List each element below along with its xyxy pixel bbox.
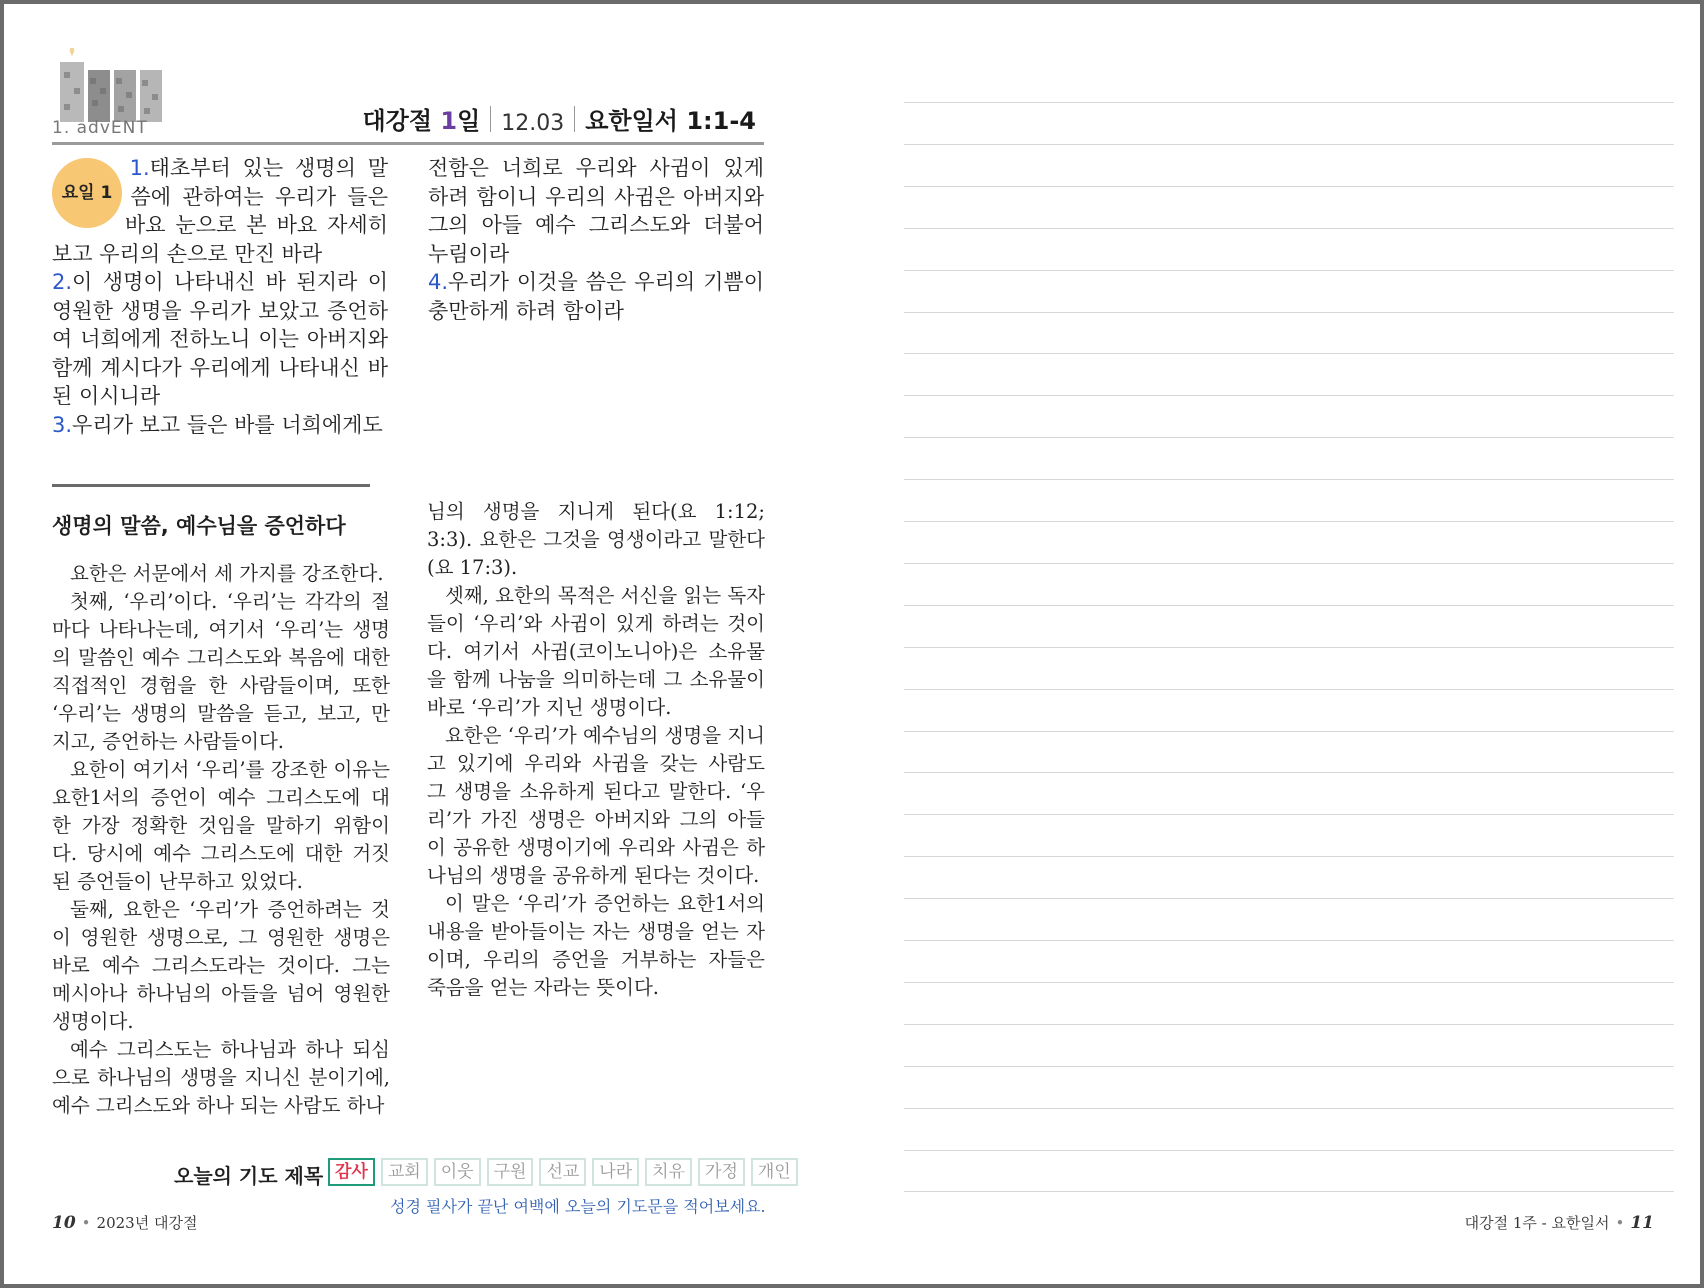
writing-line — [904, 1108, 1674, 1109]
writing-line — [904, 856, 1674, 857]
writing-line — [904, 312, 1674, 313]
footer-left: 10 • 2023년 대강절 — [52, 1213, 198, 1233]
writing-line — [904, 982, 1674, 983]
topic-personal[interactable]: 개인 — [751, 1158, 798, 1186]
footer-left-text: 2023년 대강절 — [96, 1214, 198, 1232]
writing-line — [904, 102, 1674, 103]
advent-day: 대강절 1일 — [362, 107, 481, 135]
writing-line — [904, 270, 1674, 271]
writing-line — [904, 521, 1674, 522]
topic-salvation[interactable]: 구원 — [487, 1158, 534, 1186]
prayer-hint: 성경 필사가 끝난 여백에 오늘의 기도문을 적어보세요. — [390, 1197, 766, 1216]
writing-line — [904, 228, 1674, 229]
commentary-paragraph: 첫째, ‘우리’이다. ‘우리’는 각각의 절마다 나타나는데, 여기서 ‘우리’는 생명의 말씀인 예수 그리스도와 복음에 대한 직접적인 경험을 한 사람들이며, 또한 ‘우리’는 생명의 말씀을 듣고, 보고, 만지고, 증언하는 사람들이다. — [52, 590, 390, 753]
footer-right-text: 대강절 1주 - 요한일서 — [1464, 1214, 1610, 1232]
prayer-topics-label: 오늘의 기도 제목 — [174, 1164, 324, 1188]
writing-line — [904, 353, 1674, 354]
writing-line — [904, 940, 1674, 941]
day-number: 1 — [440, 107, 458, 135]
header-rule — [52, 142, 764, 145]
verse-4: 4.우리가 이것을 씀은 우리의 기쁨이 충만하게 하려 함이라 — [428, 270, 764, 323]
writing-line — [904, 814, 1674, 815]
verse-3-continued: 전함은 너희로 우리와 사귐이 있게 하려 함이니 우리의 사귐은 아버지와 그의 아들 예수 그리스도와 더불어 누림이라 — [428, 156, 764, 266]
scripture-left-column — [52, 154, 388, 439]
verse-2: 2.이 생명이 나타내신 바 된지라 이 영원한 생명을 우리가 보았고 증언하여 너희에게 전하노니 이는 아버지와 함께 계시다가 우리에게 나타내신 바 된 이시니라 — [52, 270, 388, 408]
verse-3: 3.우리가 보고 들은 바를 너희에게도 — [52, 412, 383, 437]
logo-caption: 1. advENT — [52, 118, 148, 138]
page-number-right: 11 — [1630, 1213, 1654, 1233]
commentary-paragraph: 요한은 ‘우리’가 예수님의 생명을 지니고 있기에 우리와 사귐을 갖는 사람도 그 생명을 소유하게 된다고 말한다. ‘우리’가 가진 생명은 아버지와 그의 아들이 공유한 생명이기에 우리와 사귐은 하나님의 생명을 공유하게 된다는 것이다. — [427, 724, 765, 887]
writing-line — [904, 186, 1674, 187]
commentary-paragraph: 요한은 서문에서 세 가지를 강조한다. — [70, 562, 384, 585]
commentary-paragraph: 요한이 여기서 ‘우리’를 강조한 이유는 요한1서의 증언이 예수 그리스도에 대한 가장 정확한 것임을 말하기 위함이다. 당시에 예수 그리스도에 대한 거짓된 증언들이 난무하고 있었다. — [52, 758, 390, 893]
writing-line — [904, 479, 1674, 480]
commentary-paragraph: 예수 그리스도는 하나님과 하나 되심으로 하나님의 생명을 지니신 분이기에, 예수 그리스도와 하나 되는 사람도 하나 — [52, 1038, 390, 1117]
commentary-right-column — [427, 498, 765, 1002]
writing-line — [904, 772, 1674, 773]
writing-line — [904, 731, 1674, 732]
topic-church[interactable]: 교회 — [381, 1158, 428, 1186]
commentary-paragraph: 이 말은 ‘우리’가 증언하는 요한1서의 내용을 받아들이는 자는 생명을 얻는 자이며, 우리의 증언을 거부하는 자들은 죽음을 얻는 자라는 뜻이다. — [427, 892, 765, 999]
writing-line — [904, 395, 1674, 396]
topic-healing[interactable]: 치유 — [645, 1158, 692, 1186]
writing-line — [904, 898, 1674, 899]
scripture-right-column — [428, 154, 764, 325]
commentary-title: 생명의 말씀, 예수님을 증언하다 — [52, 514, 346, 538]
writing-line — [904, 1150, 1674, 1151]
commentary-paragraph: 둘째, 요한은 ‘우리’가 증언하려는 것이 영원한 생명으로, 그 영원한 생명은 바로 예수 그리스도라는 것이다. 그는 메시아나 하나님의 아들을 넘어 영원한 생명이다. — [52, 898, 390, 1033]
writing-line — [904, 605, 1674, 606]
topic-nation[interactable]: 나라 — [592, 1158, 639, 1186]
ruled-writing-area[interactable] — [904, 102, 1674, 1196]
page-number-left: 10 — [52, 1213, 76, 1233]
header-date: 12.03 — [501, 111, 565, 136]
verse-1: 1.태초부터 있는 생명의 말씀에 관하여는 우리가 들은 바요 눈으로 본 바요 자세히 보고 우리의 손으로 만진 바라 — [52, 156, 388, 266]
writing-line — [904, 1066, 1674, 1067]
commentary-paragraph: 셋째, 요한의 목적은 서신을 읽는 독자들이 ‘우리’와 사귐이 있게 하려는 것이다. 여기서 사귐(코이노니아)은 소유물을 함께 나눔을 의미하는데 그 소유물이 바로 ‘우리’가 지닌 생명이다. — [427, 584, 765, 719]
writing-line — [904, 689, 1674, 690]
footer-right: 대강절 1주 - 요한일서 • 11 — [1464, 1213, 1654, 1233]
commentary-paragraph: 님의 생명을 지니게 된다(요 1:12; 3:3). 요한은 그것을 영생이라고 말한다(요 17:3). — [427, 500, 765, 579]
writing-line — [904, 1024, 1674, 1025]
section-divider — [52, 484, 370, 487]
header-separator — [574, 106, 575, 132]
writing-line — [904, 1191, 1674, 1192]
topic-mission[interactable]: 선교 — [539, 1158, 586, 1186]
header-separator — [490, 106, 491, 132]
scripture-reference: 요한일서 1:1-4 — [585, 107, 756, 135]
writing-line — [904, 563, 1674, 564]
writing-line — [904, 437, 1674, 438]
page-header — [362, 101, 756, 136]
writing-line — [904, 647, 1674, 648]
writing-line — [904, 144, 1674, 145]
book-badge: 요일 1 — [52, 158, 122, 228]
commentary-left-column — [52, 560, 390, 1120]
topic-family[interactable]: 가정 — [698, 1158, 745, 1186]
topic-neighbor[interactable]: 이웃 — [434, 1158, 481, 1186]
prayer-topics — [328, 1158, 798, 1186]
topic-thanks[interactable]: 감사 — [328, 1158, 375, 1186]
